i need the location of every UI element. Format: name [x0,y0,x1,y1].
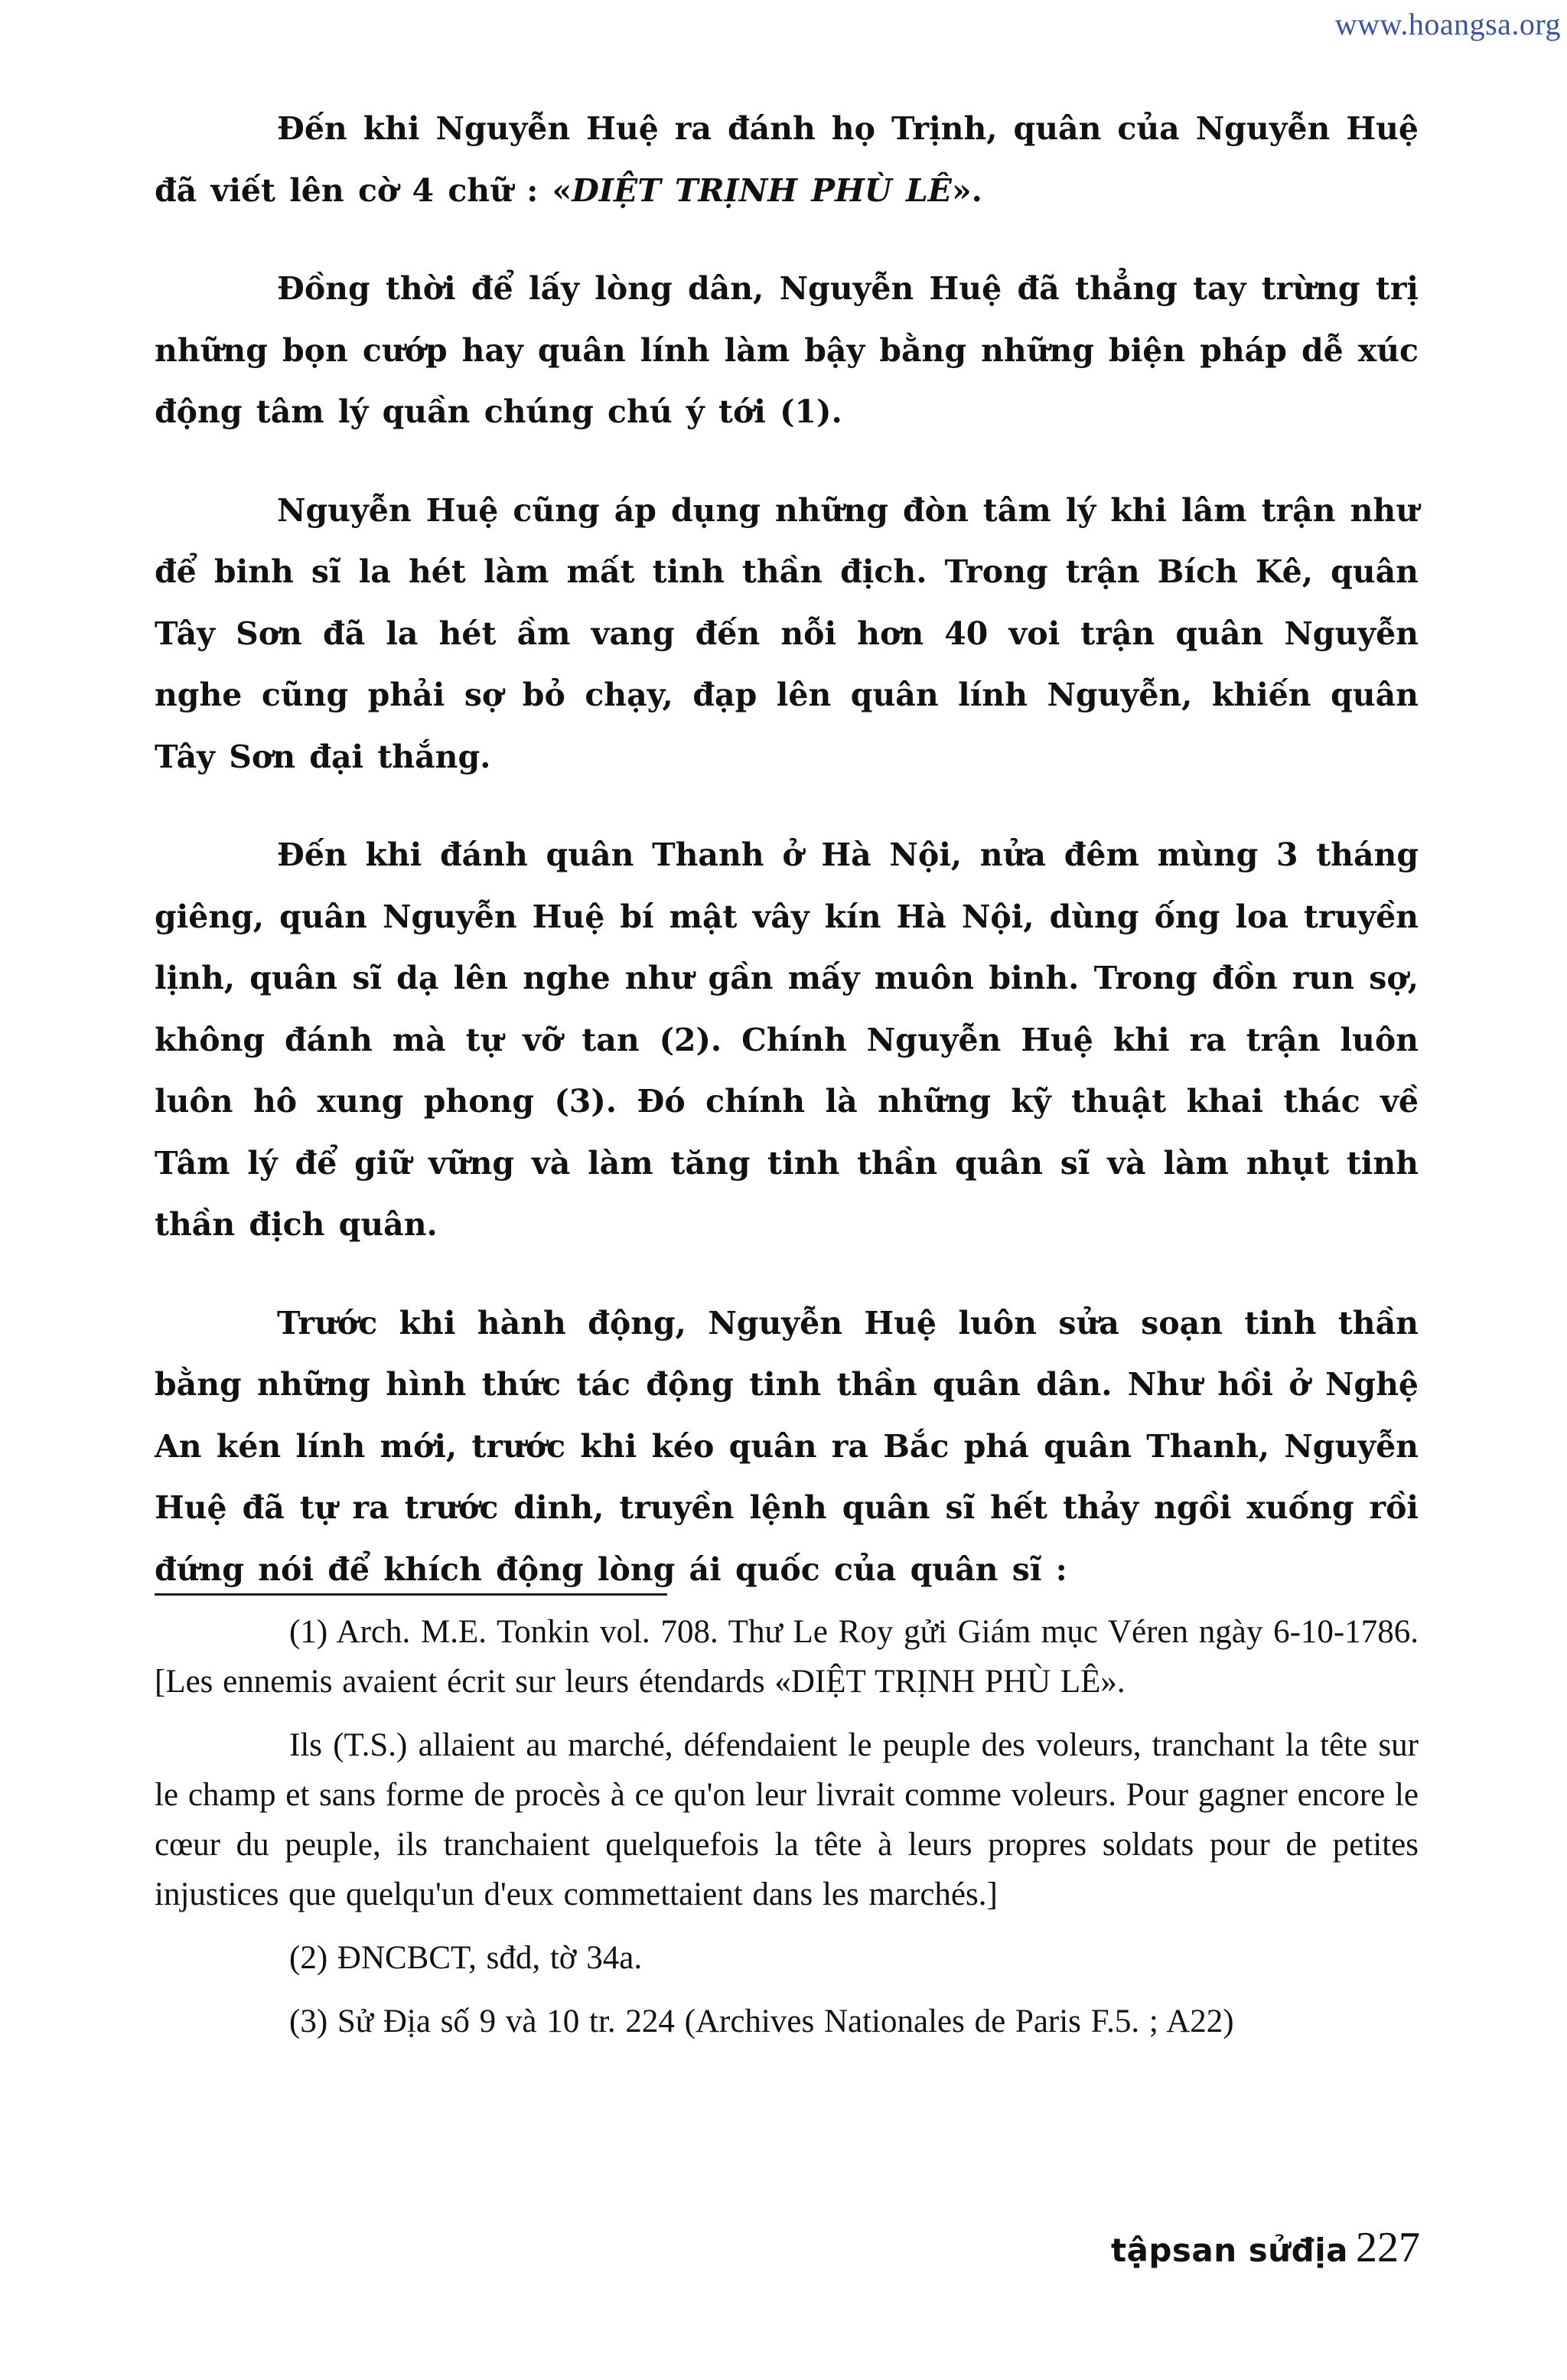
footnote-1-continued: Ils (T.S.) allaient au marché, défendaient le peuple des voleurs, tranchant la tête sur le champ et sans forme de procès à ce qu'on leur livrait comme voleurs. Pour gagner encore le cœur du peuple, ils tranchaient quelquefois la tête à leurs propres soldats pour de petites injustices que quelqu'un d'eux commettaient dans les marchés.] [155,1727,1419,1912]
page-number: 227 [1356,2224,1420,2271]
journal-name: tậpsan sửđịa [1110,2232,1348,2269]
paragraph-1-tail: ». [951,171,982,209]
footnote-3: (3) Sử Địa số 9 và 10 tr. 224 (Archives Nationales de Paris F.5. ; A22) [289,2003,1234,2039]
watermark-url[interactable]: www.hoangsa.org [1334,7,1561,41]
body-text [155,98,1419,1600]
paragraph-3: Nguyễn Huệ cũng áp dụng những đòn tâm lý khi lâm trận như để binh sĩ la hét làm mất tinh thần địch. Trong trận Bích Kê, quân Tây Sơn đã la hét ầm vang đến nỗi hơn 40 voi trận quân Nguyễn nghe cũng phải sợ bỏ chạy, đạp lên quân lính Nguyễn, khiến quân Tây Sơn đại thắng. [155,491,1419,775]
footnote-2: (2) ĐNCBCT, sđd, tờ 34a. [289,1940,643,1976]
page-footer [1111,2223,1420,2272]
slogan-quote: DIỆT TRỊNH PHÙ LÊ [572,171,952,209]
footnote-1: (1) Arch. M.E. Tonkin vol. 708. Thư Le Roy gửi Giám mục Véren ngày 6-10-1786. [Les ennemis avaient écrit sur leurs étendards «DIỆT TRỊNH PHÙ LÊ». [155,1614,1419,1700]
paragraph-1 [155,98,1419,221]
footnote-divider [155,1593,667,1596]
paragraph-1-lead: Đến khi Nguyễn Huệ ra đánh họ Trịnh, quân của Nguyễn Huệ đã viết lên cờ 4 chữ : « [155,110,1419,209]
paragraph-5: Trước khi hành động, Nguyễn Huệ luôn sửa soạn tinh thần bằng những hình thức tác động tinh thần quân dân. Như hồi ở Nghệ An kén lính mới, trước khi kéo quân ra Bắc phá quân Thanh, Nguyễn Huệ đã tự ra trước dinh, truyền lệnh quân sĩ hết thảy ngồi xuống rồi đứng nói để khích động lòng ái quốc của quân sĩ : [155,1304,1419,1588]
paragraph-2: Đồng thời để lấy lòng dân, Nguyễn Huệ đã thẳng tay trừng trị những bọn cướp hay quân lính làm bậy bằng những biện pháp dễ xúc động tâm lý quần chúng chú ý tới (1). [155,270,1419,430]
footnotes [155,1607,1419,2060]
paragraph-4: Đến khi đánh quân Thanh ở Hà Nội, nửa đêm mùng 3 tháng giêng, quân Nguyễn Huệ bí mật vây kín Hà Nội, dùng ống loa truyền lịnh, quân sĩ dạ lên nghe như gần mấy muôn binh. Trong đồn run sợ, không đánh mà tự vỡ tan (2). Chính Nguyễn Huệ khi ra trận luôn luôn hô xung phong (3). Đó chính là những kỹ thuật khai thác về Tâm lý để giữ vững và làm tăng tinh thần quân sĩ và làm nhụt tinh thần địch quân. [155,836,1419,1243]
